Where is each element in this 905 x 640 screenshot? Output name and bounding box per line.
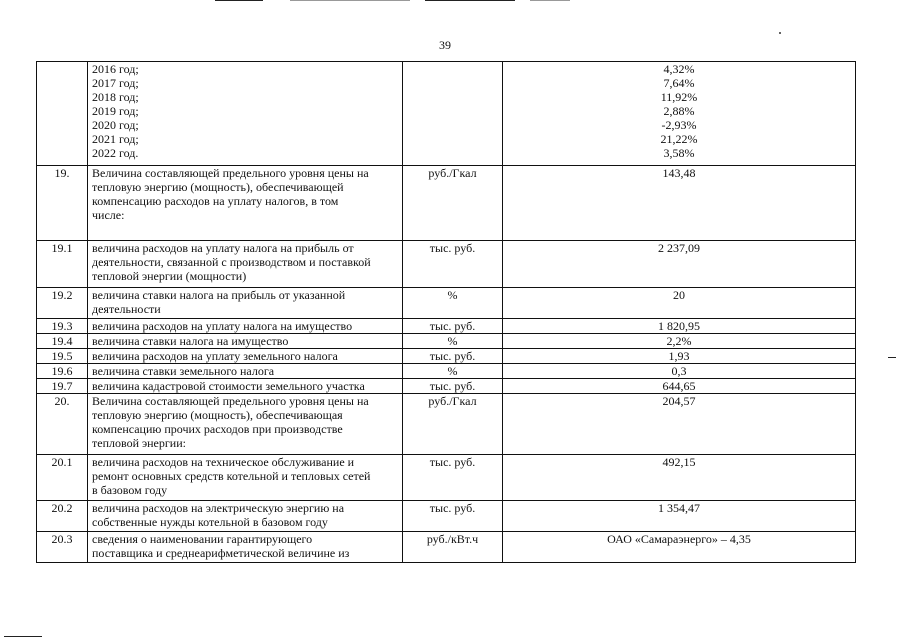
year-label: 2016 год;: [92, 62, 139, 76]
row-number: 19.6: [37, 364, 88, 379]
scan-artifact: [888, 357, 896, 358]
year-value: -2,93%: [661, 118, 697, 132]
row-value: 1,93: [503, 349, 856, 364]
row-number: [37, 62, 88, 166]
row-number: 19.7: [37, 379, 88, 394]
row-value: 143,48: [503, 166, 856, 241]
description-line: собственные нужды котельной в базовом году: [92, 515, 328, 529]
description-line: величина ставки земельного налога: [92, 364, 275, 378]
year-values: [503, 62, 856, 166]
description-line: величина расходов на уплату земельного налога: [92, 349, 338, 363]
year-label: 2017 год;: [92, 76, 139, 90]
scan-artifact: [425, 0, 515, 1]
scan-dot: [779, 32, 781, 34]
row-description: [88, 394, 403, 455]
row-unit: тыс. руб.: [403, 455, 503, 501]
description-line: величина кадастровой стоимости земельного участка: [92, 379, 365, 393]
table-row: [37, 166, 856, 241]
row-number: 20.: [37, 394, 88, 455]
row-number: 19.2: [37, 288, 88, 319]
table-row: [37, 455, 856, 501]
year-value: 2,88%: [663, 104, 695, 118]
row-number: 19.1: [37, 241, 88, 288]
row-unit: тыс. руб.: [403, 349, 503, 364]
description-line: тепловой энергии (мощности): [92, 269, 247, 283]
year-value: 4,32%: [663, 62, 695, 76]
row-number: 20.2: [37, 501, 88, 532]
description-line: Величина составляющей предельного уровня цены на: [92, 394, 369, 408]
table-row-years: [37, 62, 856, 166]
row-description: [88, 241, 403, 288]
description-line: величина расходов на электрическую энергию на: [92, 501, 345, 515]
row-number: 19.3: [37, 319, 88, 334]
year-value: 7,64%: [663, 76, 695, 90]
row-unit: тыс. руб.: [403, 501, 503, 532]
row-number: 20.1: [37, 455, 88, 501]
row-value: 492,15: [503, 455, 856, 501]
description-line: Величина составляющей предельного уровня цены на: [92, 166, 369, 180]
table-row: [37, 349, 856, 364]
description-line: величина расходов на уплату налога на имущество: [92, 319, 353, 333]
row-description: [88, 532, 403, 563]
table-row: [37, 241, 856, 288]
table-row: [37, 501, 856, 532]
tariff-table: [36, 61, 856, 563]
row-value: 2 237,09: [503, 241, 856, 288]
row-value: 20: [503, 288, 856, 319]
row-description: [88, 501, 403, 532]
row-unit: %: [403, 334, 503, 349]
description-line: числе:: [92, 208, 125, 222]
description-line: деятельности, связанной с производством и поставкой: [92, 255, 371, 269]
row-value: ОАО «Самараэнерго» – 4,35: [503, 532, 856, 563]
row-unit: руб./кВт.ч: [403, 532, 503, 563]
year-label: 2022 год.: [92, 146, 139, 160]
table-row: [37, 334, 856, 349]
table-row: [37, 319, 856, 334]
year-label: 2019 год;: [92, 104, 139, 118]
row-description: [88, 334, 403, 349]
row-value: 644,65: [503, 379, 856, 394]
scan-artifact: [4, 636, 42, 637]
year-value: 21,22%: [660, 132, 698, 146]
row-description: [88, 288, 403, 319]
description-line: величина расходов на техническое обслуживание и: [92, 455, 355, 469]
page-number: 39: [439, 38, 451, 52]
year-value: 11,92%: [660, 90, 698, 104]
scan-artifact: [530, 0, 570, 1]
row-value: 204,57: [503, 394, 856, 455]
year-label: 2018 год;: [92, 90, 139, 104]
row-description: [88, 379, 403, 394]
description-line: тепловую энергию (мощность), обеспечивающей: [92, 180, 344, 194]
description-line: поставщика и среднеарифметической величине из: [92, 546, 350, 560]
row-number: 20.3: [37, 532, 88, 563]
table-row: [37, 288, 856, 319]
row-unit: %: [403, 364, 503, 379]
row-unit: тыс. руб.: [403, 241, 503, 288]
row-number: 19.: [37, 166, 88, 241]
row-value: 0,3: [503, 364, 856, 379]
year-list: [88, 62, 403, 166]
row-unit: руб./Гкал: [403, 166, 503, 241]
unit-cell: [403, 62, 503, 166]
description-line: ремонт основных средств котельной и тепловых сетей: [92, 469, 371, 483]
row-description: [88, 166, 403, 241]
table-row: [37, 364, 856, 379]
year-label: 2020 год;: [92, 118, 139, 132]
description-line: величина расходов на уплату налога на прибыль от: [92, 241, 354, 255]
row-unit: %: [403, 288, 503, 319]
year-value: 3,58%: [663, 146, 695, 160]
scan-artifact: [290, 0, 410, 1]
table-row: [37, 532, 856, 563]
row-number: 19.4: [37, 334, 88, 349]
row-description: [88, 349, 403, 364]
description-line: величина ставки налога на имущество: [92, 334, 289, 348]
scan-artifact: [215, 0, 263, 1]
row-value: 2,2%: [503, 334, 856, 349]
description-line: деятельности: [92, 302, 161, 316]
table-row: [37, 394, 856, 455]
row-description: [88, 364, 403, 379]
description-line: сведения о наименовании гарантирующего: [92, 532, 313, 546]
row-unit: тыс. руб.: [403, 379, 503, 394]
description-line: тепловой энергии:: [92, 436, 186, 450]
row-unit: тыс. руб.: [403, 319, 503, 334]
table-row: [37, 379, 856, 394]
row-number: 19.5: [37, 349, 88, 364]
year-label: 2021 год;: [92, 132, 139, 146]
description-line: тепловую энергию (мощность), обеспечивающая: [92, 408, 343, 422]
row-unit: руб./Гкал: [403, 394, 503, 455]
row-description: [88, 319, 403, 334]
description-line: в базовом году: [92, 483, 168, 497]
description-line: компенсацию расходов на уплату налогов, в том: [92, 194, 339, 208]
description-line: компенсацию прочих расходов при производстве: [92, 422, 343, 436]
description-line: величина ставки налога на прибыль от указанной: [92, 288, 346, 302]
row-value: 1 354,47: [503, 501, 856, 532]
row-description: [88, 455, 403, 501]
row-value: 1 820,95: [503, 319, 856, 334]
